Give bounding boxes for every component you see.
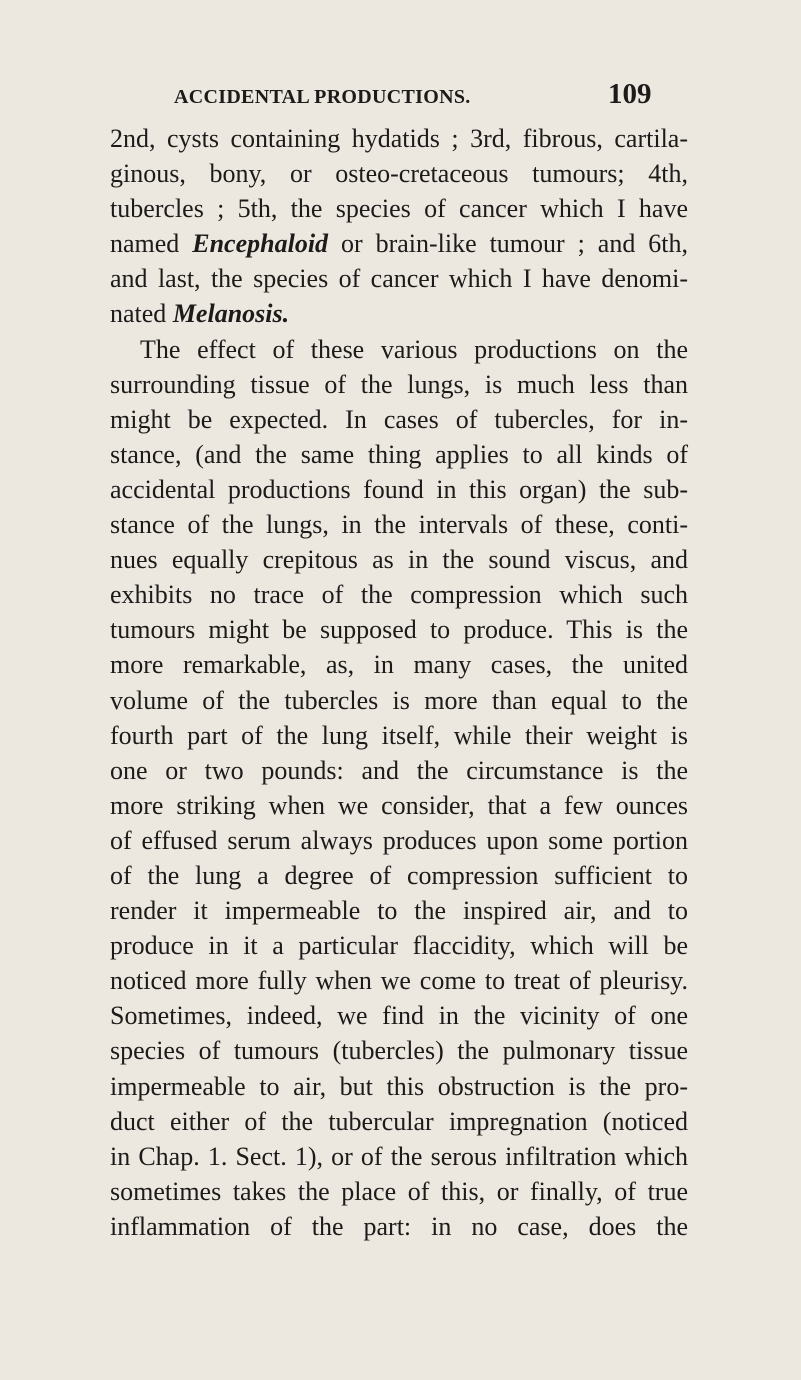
text-line: 2nd, cysts containing hydatids ; 3rd, fibrous, cartila- bbox=[110, 124, 688, 153]
running-title: ACCIDENTAL PRODUCTIONS. bbox=[174, 86, 471, 108]
text-line: duct either of the tubercular impregnation (noticed bbox=[110, 1106, 688, 1136]
text-line: might be expected. In cases of tubercles, for in- bbox=[110, 404, 688, 434]
text-line: Sometimes, indeed, we find in the vicinity of one bbox=[110, 1001, 688, 1031]
text-line: produce in it a particular flaccidity, which will be bbox=[110, 931, 688, 961]
text-line: of the lung a degree of compression sufficient to bbox=[110, 860, 688, 890]
text-line: exhibits no trace of the compression which such bbox=[110, 580, 688, 610]
text-line: named Encephaloid or brain-like tumour ; and 6th, bbox=[110, 229, 688, 259]
text-line: accidental productions found in this organ) the sub- bbox=[110, 474, 688, 504]
text-line: noticed more fully when we come to treat of pleurisy. bbox=[110, 966, 688, 996]
text-line: of effused serum always produces upon some portion bbox=[110, 825, 688, 855]
italic-term: Encephaloid bbox=[192, 229, 329, 259]
text-line: species of tumours (tubercles) the pulmonary tissue bbox=[110, 1036, 688, 1066]
text-line: tubercles ; 5th, the species of cancer which I have bbox=[110, 194, 688, 224]
italic-term: Melanosis. bbox=[172, 299, 290, 329]
text-line: surrounding tissue of the lungs, is much less than bbox=[110, 369, 688, 399]
text-line: one or two pounds: and the circumstance is the bbox=[110, 755, 688, 785]
text-line: impermeable to air, but this obstruction is the pro- bbox=[110, 1071, 688, 1101]
text-line: and last, the species of cancer which I have denomi- bbox=[110, 264, 688, 294]
text-line: stance, (and the same thing applies to all kinds of bbox=[110, 439, 688, 469]
text-line: more remarkable, as, in many cases, the united bbox=[110, 650, 688, 680]
text-line: nated Melanosis. bbox=[110, 299, 290, 329]
text-line: stance of the lungs, in the intervals of these, conti- bbox=[110, 510, 688, 540]
text-line: ginous, bony, or osteo-cretaceous tumours; 4th, bbox=[110, 159, 688, 189]
text-line: sometimes takes the place of this, or finally, of true bbox=[110, 1176, 688, 1206]
text-line: in Chap. 1. Sect. 1), or of the serous infiltration which bbox=[110, 1141, 688, 1171]
text-line: more striking when we consider, that a few ounces bbox=[110, 790, 688, 820]
text-line: tumours might be supposed to produce. This is the bbox=[110, 615, 688, 645]
page-number: 109 bbox=[608, 78, 652, 110]
text-line: inflammation of the part: in no case, does the bbox=[110, 1211, 688, 1241]
running-head bbox=[162, 78, 652, 118]
text-line: fourth part of the lung itself, while their weight is bbox=[110, 720, 688, 750]
text-line: volume of the tubercles is more than equal to the bbox=[110, 685, 688, 715]
text-line: The effect of these various productions on the bbox=[140, 334, 688, 364]
body-text bbox=[110, 121, 688, 1244]
text-line: nues equally crepitous as in the sound viscus, and bbox=[110, 545, 688, 575]
text-line: render it impermeable to the inspired air, and to bbox=[110, 896, 688, 926]
